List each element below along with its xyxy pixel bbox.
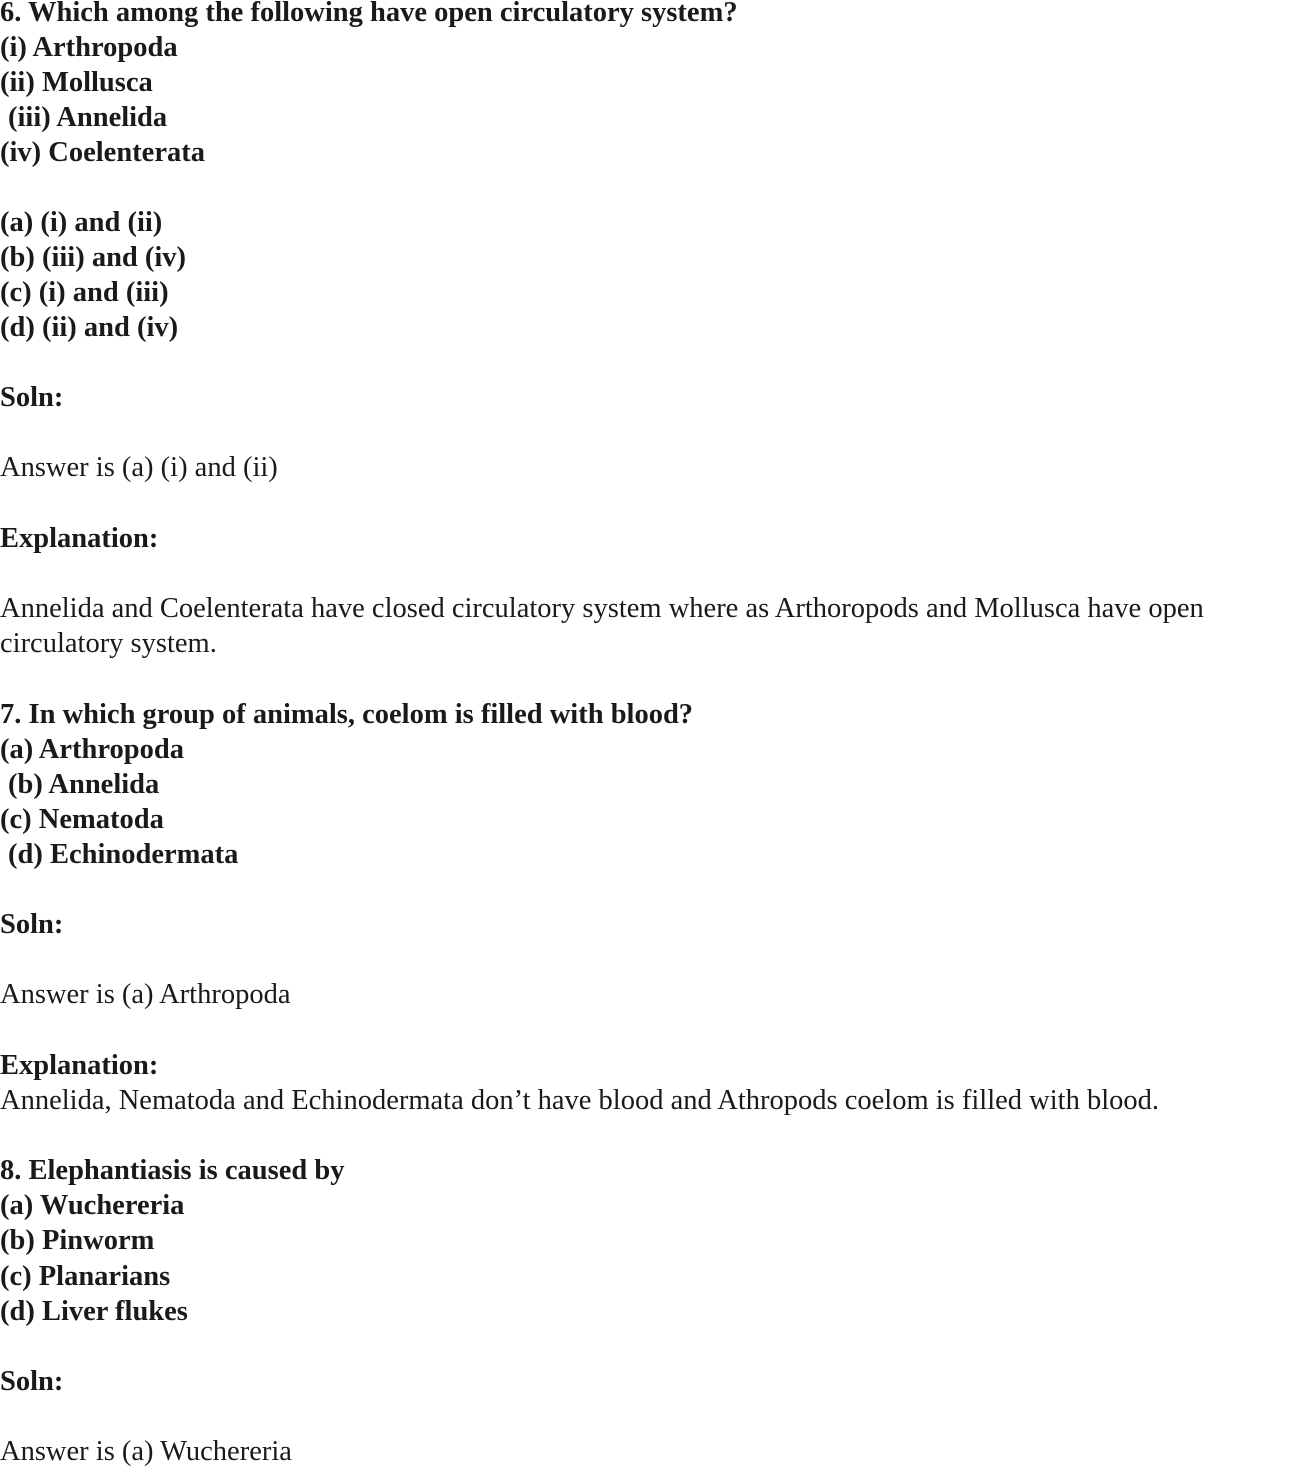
question-7: 7. In which group of animals, coelom is filled with blood? — [0, 699, 694, 730]
q7-option-d: (d) Echinodermata — [8, 839, 239, 870]
q6-option-c: (c) (i) and (iii) — [0, 277, 169, 308]
question-8: 8. Elephantiasis is caused by — [0, 1155, 345, 1186]
q6-soln-label: Soln: — [0, 382, 64, 413]
q6-option-d: (d) (ii) and (iv) — [0, 312, 179, 343]
q6-item-3: (iii) Annelida — [8, 102, 168, 133]
q6-option-b: (b) (iii) and (iv) — [0, 242, 187, 273]
q8-answer: Answer is (a) Wuchereria — [0, 1436, 292, 1467]
q7-soln-label: Soln: — [0, 909, 64, 940]
q6-explanation-label: Explanation: — [0, 523, 159, 554]
q8-option-c: (c) Planarians — [0, 1261, 171, 1292]
q7-option-b: (b) Annelida — [8, 769, 160, 800]
q6-explanation-line-2: circulatory system. — [0, 628, 217, 659]
q7-explanation-label: Explanation: — [0, 1050, 159, 1081]
q6-item-2: (ii) Mollusca — [0, 67, 153, 98]
q6-option-a: (a) (i) and (ii) — [0, 207, 163, 238]
q6-item-4: (iv) Coelenterata — [0, 137, 205, 168]
q7-answer: Answer is (a) Arthropoda — [0, 979, 291, 1010]
q8-soln-label: Soln: — [0, 1366, 64, 1397]
q6-answer: Answer is (a) (i) and (ii) — [0, 452, 278, 483]
q7-option-c: (c) Nematoda — [0, 804, 164, 835]
q6-item-1: (i) Arthropoda — [0, 32, 178, 63]
question-6: 6. Which among the following have open circulatory system? — [0, 0, 738, 28]
q6-explanation-line-1: Annelida and Coelenterata have closed circulatory system where as Arthoropods and Mollusca have open — [0, 593, 1204, 624]
q7-option-a: (a) Arthropoda — [0, 734, 184, 765]
q8-option-d: (d) Liver flukes — [0, 1296, 188, 1327]
q8-option-a: (a) Wuchereria — [0, 1190, 185, 1221]
q7-explanation: Annelida, Nematoda and Echinodermata don’t have blood and Athropods coelom is filled with blood. — [0, 1085, 1160, 1116]
q8-option-b: (b) Pinworm — [0, 1225, 155, 1256]
